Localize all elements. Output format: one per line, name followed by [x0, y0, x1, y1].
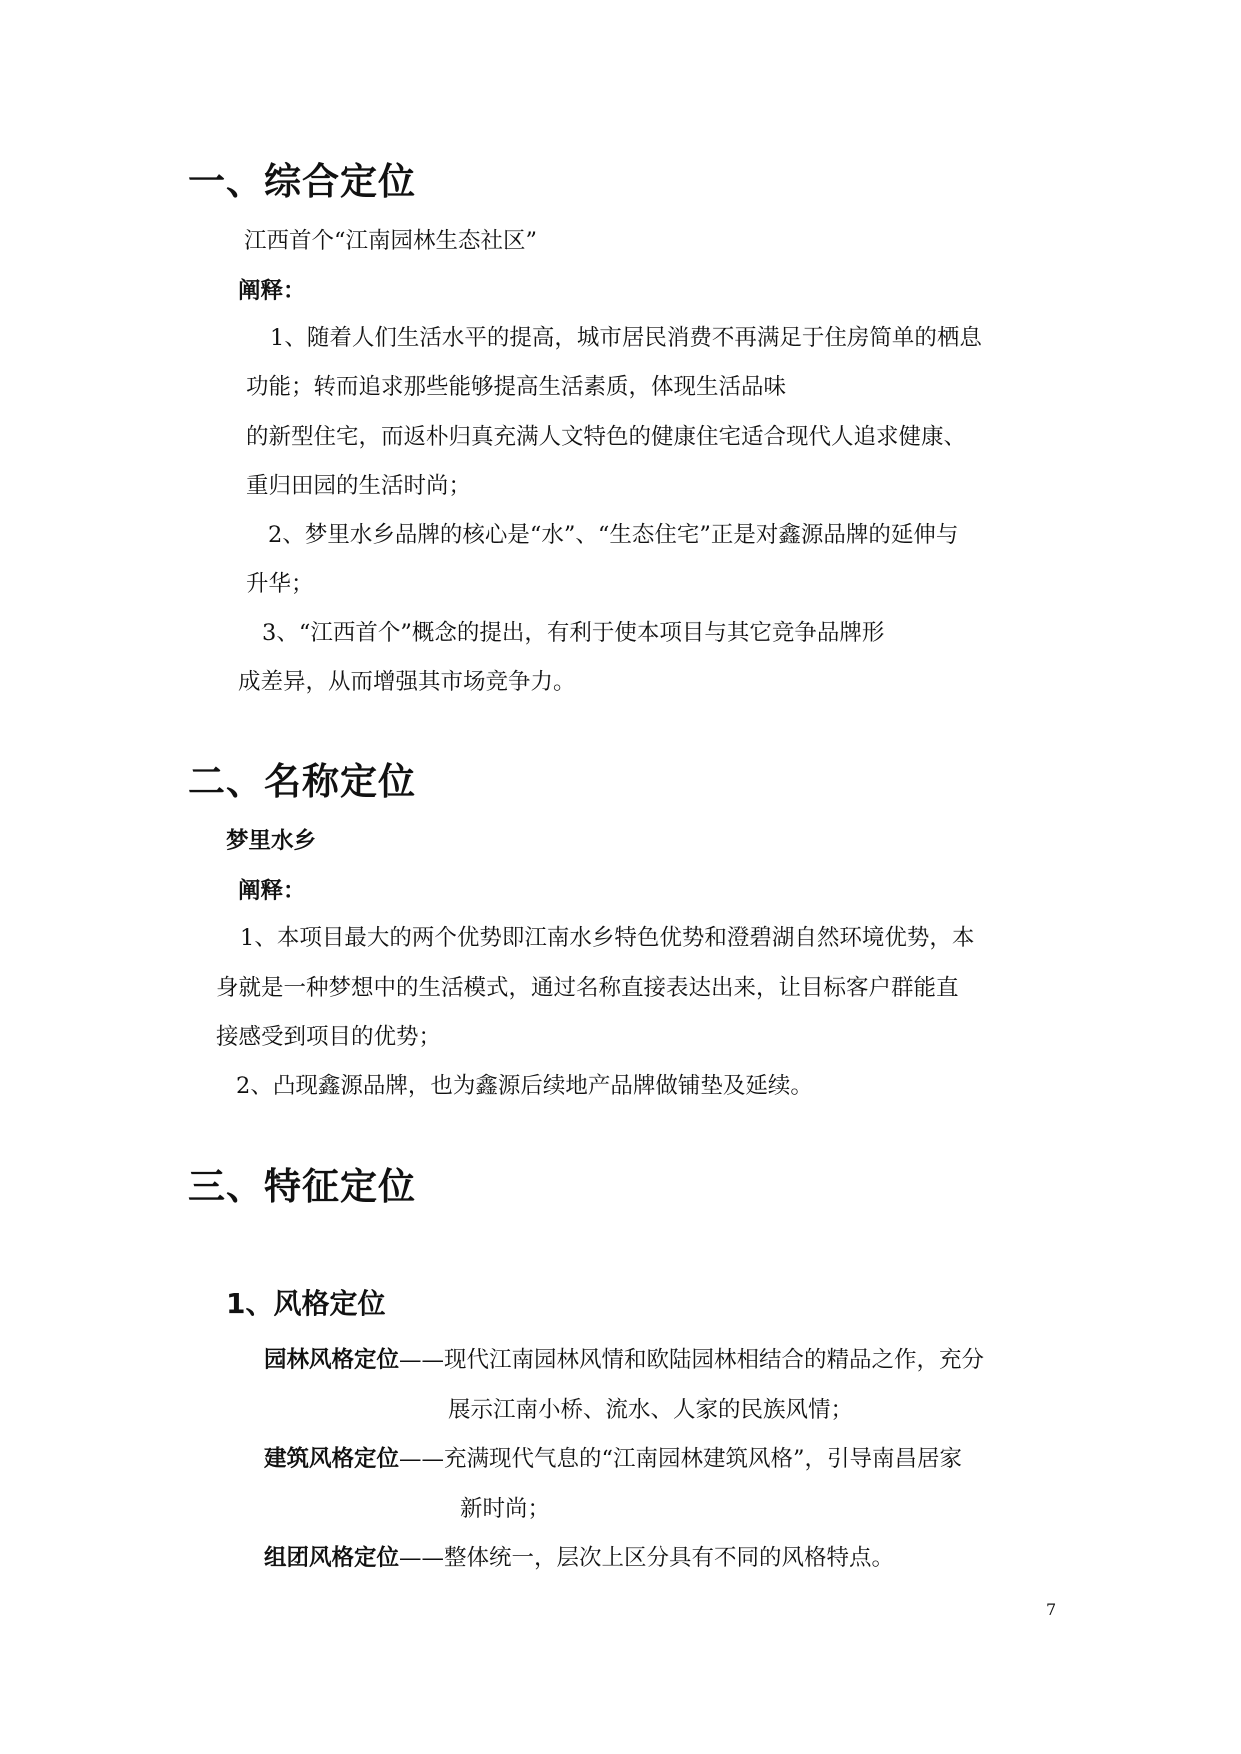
term-label: 园林风格定位 — [264, 1347, 400, 1373]
paragraph-line: 成差异，从而增强其市场竞争力。 — [238, 669, 576, 695]
paragraph-line: 3、“江西首个”概念的提出，有利于使本项目与其它竞争品牌形 — [262, 620, 885, 646]
explanation-label: 阐释： — [238, 878, 306, 904]
term-description: ——充满现代气息的“江南园林建筑风格”，引导南昌居家 — [399, 1446, 963, 1472]
term-label: 组团风格定位 — [264, 1545, 400, 1571]
paragraph-line: 的新型住宅，而返朴归真充满人文特色的健康住宅适合现代人追求健康、 — [246, 424, 967, 450]
section-subtitle: 梦里水乡 — [226, 828, 317, 854]
paragraph-line: 1、随着人们生活水平的提高，城市居民消费不再满足于住房简单的栖息 — [270, 325, 982, 351]
term-continuation: 新时尚； — [460, 1496, 551, 1522]
paragraph-line: 1、本项目最大的两个优势即江南水乡特色优势和澄碧湖自然环境优势，本 — [240, 925, 975, 951]
term-description: ——整体统一，层次上区分具有不同的风格特点。 — [399, 1545, 895, 1571]
paragraph-line: 升华； — [246, 571, 314, 597]
page-number: 7 — [1046, 1600, 1057, 1619]
section-subtitle: 江西首个“江南园林生态社区” — [244, 228, 538, 254]
explanation-label: 阐释： — [238, 278, 306, 304]
term-label: 建筑风格定位 — [264, 1446, 400, 1472]
section-heading-feature-positioning: 三、特征定位 — [188, 1165, 416, 1208]
style-item-garden — [264, 1345, 984, 1375]
term-continuation: 展示江南小桥、流水、人家的民族风情； — [448, 1397, 854, 1423]
section-heading-overall-positioning: 一、综合定位 — [188, 160, 416, 203]
paragraph-line: 身就是一种梦想中的生活模式，通过名称直接表达出来，让目标客户群能直 — [216, 975, 959, 1001]
paragraph-line: 接感受到项目的优势； — [216, 1024, 442, 1050]
section-heading-name-positioning: 二、名称定位 — [188, 760, 416, 803]
paragraph-line: 2、梦里水乡品牌的核心是“水”、“生态住宅”正是对鑫源品牌的延伸与 — [268, 522, 959, 548]
paragraph-line: 2、凸现鑫源品牌，也为鑫源后续地产品牌做铺垫及延续。 — [236, 1073, 813, 1099]
term-description: ——现代江南园林风情和欧陆园林相结合的精品之作，充分 — [399, 1347, 985, 1373]
subsection-heading-style-positioning: 1、风格定位 — [226, 1287, 386, 1320]
style-item-cluster — [264, 1543, 894, 1573]
paragraph-line: 功能；转而追求那些能够提高生活素质，体现生活品味 — [246, 374, 787, 400]
paragraph-line: 重归田园的生活时尚； — [246, 473, 472, 499]
style-item-architecture — [264, 1444, 962, 1474]
